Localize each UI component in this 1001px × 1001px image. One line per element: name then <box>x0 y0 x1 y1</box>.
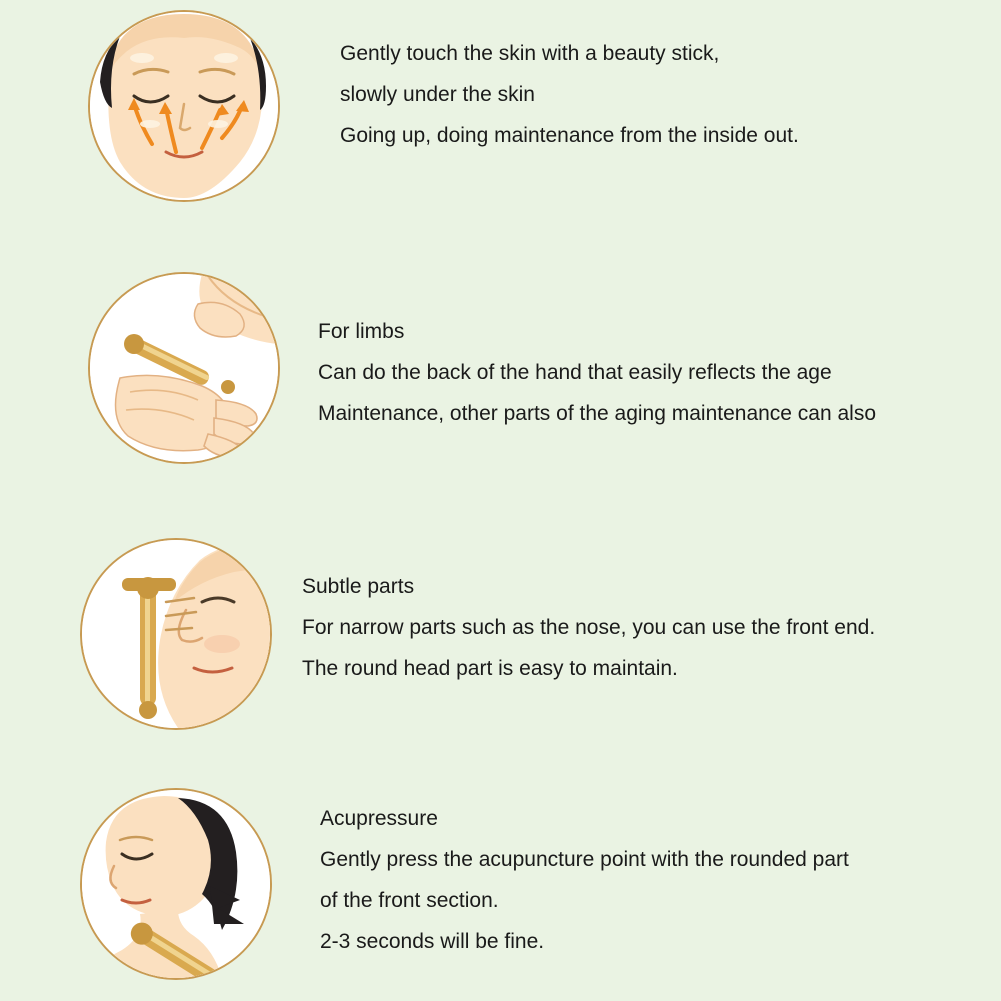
text-line: For narrow parts such as the nose, you can use the front end. <box>302 616 876 639</box>
text-line: For limbs <box>318 320 405 343</box>
face-illustration-svg <box>90 12 278 200</box>
instruction-row-facial-massage <box>88 10 799 202</box>
neck-acupressure-massage-illustration <box>80 788 272 980</box>
instruction-text-limbs <box>318 311 876 434</box>
text-line: Gently press the acupuncture point with the rounded part <box>320 848 849 871</box>
text-line: Gently touch the skin with a beauty stick, <box>340 42 720 65</box>
instruction-text-subtle-parts <box>302 566 875 689</box>
text-line: Acupressure <box>320 807 438 830</box>
nose-illustration-svg <box>82 540 270 728</box>
instruction-text-facial-massage <box>340 33 799 156</box>
instruction-row-limbs <box>88 272 876 464</box>
face-upward-massage-illustration <box>88 10 280 202</box>
text-line: Subtle parts <box>302 575 415 598</box>
text-line: Maintenance, other parts of the aging maintenance can also <box>318 402 877 425</box>
instruction-row-acupressure <box>80 788 849 980</box>
text-line: of the front section. <box>320 889 499 912</box>
instruction-text-acupressure <box>320 798 849 962</box>
text-line: Can do the back of the hand that easily reflects the age <box>318 361 832 384</box>
acupressure-illustration-svg <box>82 790 270 978</box>
instruction-row-subtle-parts <box>80 538 875 730</box>
hand-back-massage-illustration <box>88 272 280 464</box>
nose-front-end-massage-illustration <box>80 538 272 730</box>
text-line: Going up, doing maintenance from the inside out. <box>340 124 799 147</box>
text-line: 2-3 seconds will be fine. <box>320 930 545 953</box>
text-line: The round head part is easy to maintain. <box>302 657 678 680</box>
text-line: slowly under the skin <box>340 83 535 106</box>
hand-illustration-svg <box>90 274 278 462</box>
